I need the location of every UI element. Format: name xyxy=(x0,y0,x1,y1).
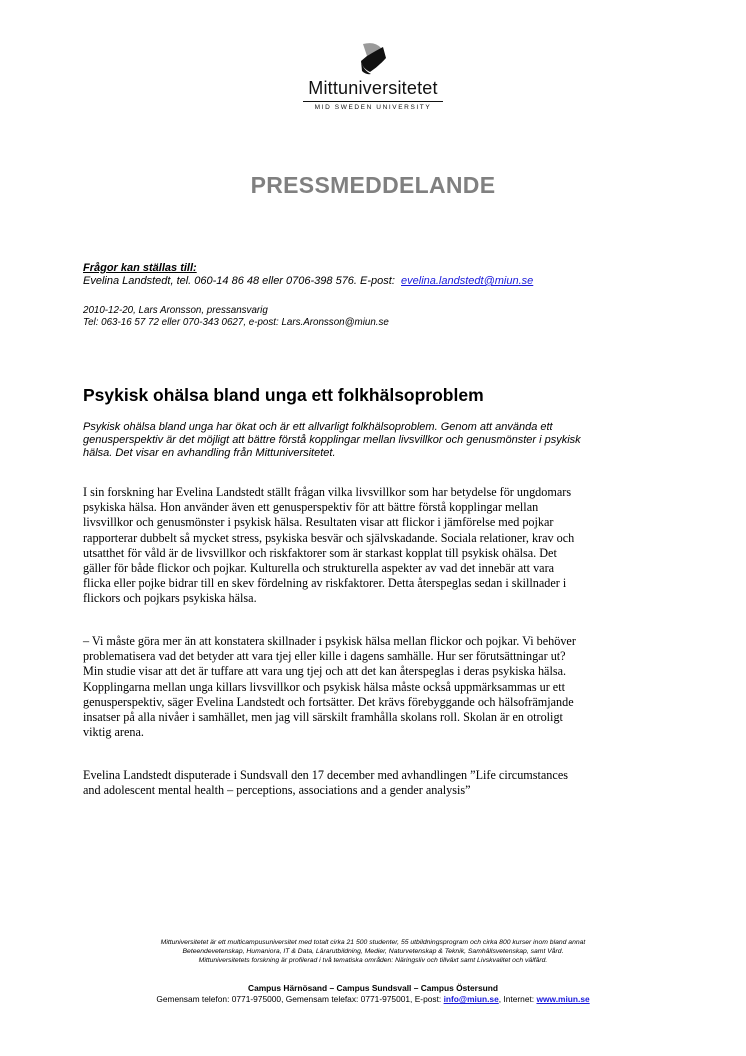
paragraph-line: gäller för både flickor och pojkar. Kulturella och strukturella aspekter av vad det innebär att vara xyxy=(83,561,555,576)
meta-date-author: 2010-12-20, Lars Aronsson, pressansvarig xyxy=(83,305,268,316)
footer-info-line: Mittuniversitetets forskning är profilerad i två tematiska områden: Näringsliv och tillväxt samt Livskvalitet och välfärd. xyxy=(198,957,548,965)
footer-info xyxy=(0,938,746,966)
paragraph-line: genusperspektiv, säger Evelina Landstedt och fortsätter. Det krävs förebyggande och hälsofrämjande xyxy=(83,694,574,709)
footer-email-link[interactable]: info@miun.se xyxy=(443,994,499,1004)
university-logo xyxy=(0,40,746,112)
paragraph-line: problematisera vad det betyder att vara tjej eller kille i dagens samhälle. Hur ser förutsättningar ut? xyxy=(83,649,566,664)
paragraph-line: Evelina Landstedt disputerade i Sundsvall den 17 december med avhandlingen ”Life circumstances xyxy=(83,768,568,782)
paragraph-line: utsatthet för våld är de livsvillkor och riskfaktorer som är starkast kopplat till psykisk ohälsa. Det xyxy=(83,545,557,560)
paragraph-line: – Vi måste göra mer än att konstatera skillnader i psykisk hälsa mellan flickor och pojkar. Vi behöver xyxy=(83,634,576,648)
paragraph-line: psykiska hälsa. Hon använder även ett genusperspektiv för att bättre förstå kopplingar mellan xyxy=(83,500,539,515)
paragraph-line: flickors och pojkars psykiska hälsa. xyxy=(83,591,257,606)
footer-info-line: Mittuniversitetet är ett multicampusuniversitet med totalt cirka 21 500 studenter, 55 utbildningsprogram och cirka 800 kurser inom bland annat xyxy=(160,939,586,946)
footer-campus: Campus Härnösand – Campus Sundsvall – Campus Östersund xyxy=(248,983,498,993)
press-meta xyxy=(83,305,389,328)
body-paragraph-3 xyxy=(83,768,673,798)
body-paragraph-2 xyxy=(83,634,673,740)
footer-internet-label: , Internet: xyxy=(498,994,535,1004)
university-logo-icon xyxy=(353,40,393,80)
lead-line: hälsa. Det visar en avhandling från Mittuniversitetet. xyxy=(83,447,336,460)
paragraph-line: Kopplingarna mellan unga killars livsvillkor och psykisk hälsa måste också uppmärksammas ur ett xyxy=(83,679,565,694)
contact-line xyxy=(83,275,533,288)
contact-email-link[interactable]: evelina.landstedt@miun.se xyxy=(401,275,534,287)
logo-name: Mittuniversitetet xyxy=(308,78,438,98)
body-paragraph-1 xyxy=(83,485,673,607)
paragraph-line: rapporterar dubbelt så mycket stress, psykiska besvär och självskadande. Sociala relationer, krav och xyxy=(83,530,575,545)
footer-contact xyxy=(0,994,746,1004)
logo-subtitle: MID SWEDEN UNIVERSITY xyxy=(314,104,432,111)
footer-info-line: Beteendevetenskap, Humaniora, IT & Data, Lärarutbildning, Medier, Naturvetenskap & Teknik, Samhällsvetenskap, samt Vård. xyxy=(182,948,564,956)
lead-line: Psykisk ohälsa bland unga har ökat och är ett allvarligt folkhälsoproblem. Genom att använda ett xyxy=(83,421,553,433)
paragraph-line: insatser på alla nivåer i samhället, men jag vill särskilt framhålla skolans roll. Skolan är en otroligt xyxy=(83,710,563,725)
lead-line: genusperspektiv är det möjligt att bättre förstå kopplingar mellan livsvillkor och genusmönster i psykisk xyxy=(83,434,581,447)
footer-website-link[interactable]: www.miun.se xyxy=(536,994,590,1004)
paragraph-line: viktig arena. xyxy=(83,725,144,740)
meta-press-contact: Tel: 063-16 57 72 eller 070-343 0627, e-post: Lars.Aronsson@miun.se xyxy=(83,316,389,328)
document-title: PRESSMEDDELANDE xyxy=(250,172,496,198)
paragraph-line: Min studie visar att det är tuffare att vara ung tjej och att det kan återspeglas i deras psykiska hälsa. xyxy=(83,664,567,679)
logo-divider xyxy=(303,101,443,102)
article-lead xyxy=(83,421,668,461)
contact-text: Evelina Landstedt, tel. 060-14 86 48 eller 0706-398 576. E-post: xyxy=(83,275,395,287)
paragraph-line: I sin forskning har Evelina Landstedt ställt frågan vilka livsvillkor som har betydelse för ungdomars xyxy=(83,485,572,499)
article-headline: Psykisk ohälsa bland unga ett folkhälsoproblem xyxy=(83,385,484,405)
paragraph-line: livsvillkor och genusmönster i psykisk hälsa. Resultaten visar att flickor i jämförelse med pojkar xyxy=(83,515,554,530)
paragraph-line: and adolescent mental health – perceptions, associations and a gender analysis” xyxy=(83,783,471,798)
paragraph-line: flicka eller pojke bidrar till en skev fördelning av riskfaktorer. Detta återspeglas sedan i skillnader i xyxy=(83,576,567,591)
contact-heading: Frågor kan ställas till: xyxy=(83,262,197,274)
contact-block xyxy=(83,262,533,288)
footer-contact-text: Gemensam telefon: 0771-975000, Gemensam telefax: 0771-975001, E-post: xyxy=(156,994,442,1004)
